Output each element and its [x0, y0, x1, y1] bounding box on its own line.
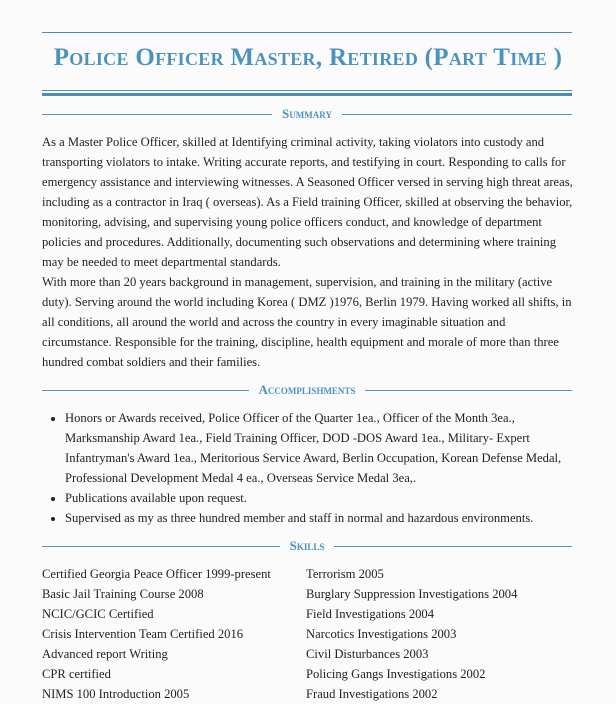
accomplishments-heading-label: Accomplishments: [258, 382, 356, 397]
skill-item: NIMS 100 Introduction 2005: [42, 687, 190, 701]
summary-heading-label: Summary: [282, 106, 332, 121]
skill-item: Basic Jail Training Course 2008: [42, 587, 204, 601]
skill-item: Narcotics Investigations 2003: [306, 627, 457, 641]
title-divider-thin: [42, 90, 572, 91]
summary-paragraph: With more than 20 years background in management, supervision, and training in the military (active duty). Serving around the world including Korea ( DMZ )1976, Berlin 1979. Having worked all shifts, in all conditions, all around the world and across the country in every imaginable situation and circumstance. Responsible for the training, discipline, health equipment and morale of more than three hundred combat soldiers and their families.: [42, 275, 572, 369]
list-item: • Supervised as my as three hundred member and staff in normal and hazardous environments.: [65, 508, 574, 528]
skill-item: Field Investigations 2004: [306, 607, 435, 621]
list-item: • Publications available upon request.: [65, 488, 574, 508]
skill-item: Crisis Intervention Team Certified 2016: [42, 627, 244, 641]
skill-item: Certified Georgia Peace Officer 1999-present: [42, 567, 271, 581]
title-divider-thick: [42, 93, 572, 96]
top-divider: [42, 32, 572, 33]
skill-item: CPR certified: [42, 667, 111, 681]
skill-item: Advanced report Writing: [42, 647, 168, 661]
skill-item: Terrorism 2005: [306, 567, 384, 581]
skills-list: [42, 564, 582, 704]
summary-paragraph: As a Master Police Officer, skilled at Identifying criminal activity, taking violators into custody and transporting violators to intake. Writing accurate reports, and testifying in court. Responding to calls for emergency assistance and interviewing witnesses. A Seasoned Officer versed in serving high threat areas, including as a contractor in Iraq ( overseas). As a Field training Officer, skilled at observing the behavior, monitoring, advising, and supervising young police officers conduct, and knowledge of department policies and procedures. Additionally, documenting such observations and determining where training may be needed to meet departmental standards.: [42, 135, 573, 269]
skills-heading: [42, 538, 572, 554]
list-item: • Honors or Awards received, Police Officer of the Quarter 1ea., Officer of the Month 3ea., Marksmanship Award 1ea., Field Training Officer, DOD -DOS Award 1ea., Military- Expert Infantryman's Award 1ea., Meritorious Service Award, Berlin Occupation, Korean Defense Medal, Professional Development Medal 4 ea., Overseas Service Medal 3ea,.: [65, 408, 574, 488]
page-title: Police Officer Master, Retired (Part Time ): [53, 44, 563, 71]
accomplishments-section: [42, 408, 574, 528]
skills-heading-label: Skills: [289, 538, 325, 553]
accomplishments-heading: [42, 382, 572, 398]
summary-heading: [42, 106, 572, 122]
skill-item: Burglary Suppression Investigations 2004: [306, 587, 518, 601]
skill-item: Policing Gangs Investigations 2002: [306, 667, 486, 681]
skill-item: Civil Disturbances 2003: [306, 647, 429, 661]
skill-item: NCIC/GCIC Certified: [42, 607, 154, 621]
summary-section: [42, 132, 574, 372]
skill-item: Fraud Investigations 2002: [306, 687, 438, 701]
